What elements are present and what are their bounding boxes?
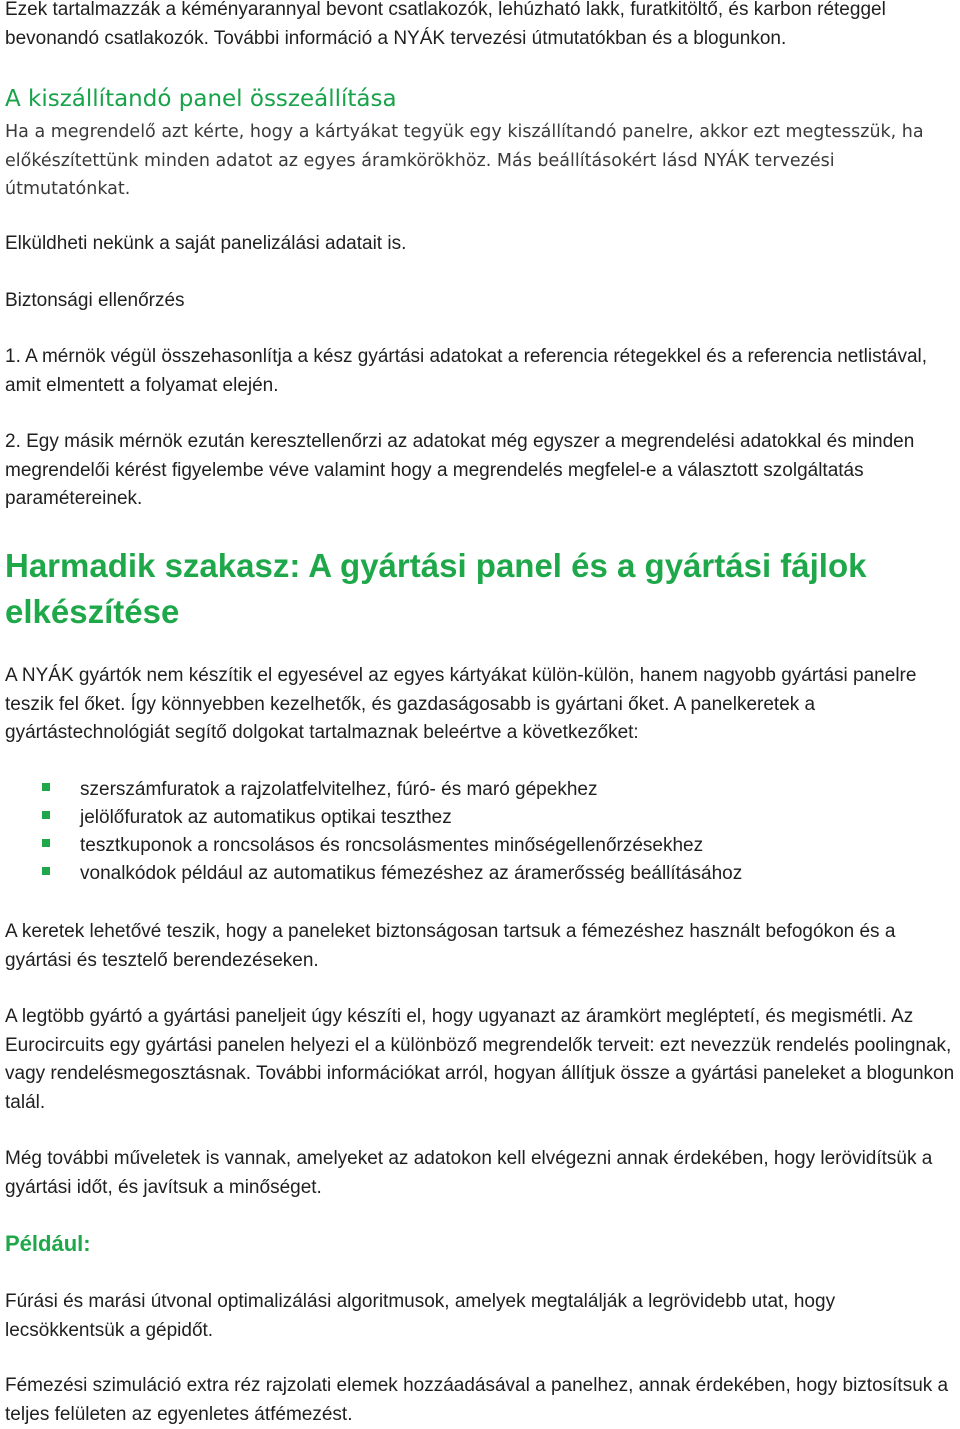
- list-item: [0, 804, 742, 832]
- panel-section-paragraph: Ha a megrendelő azt kérte, hogy a kártyákat tegyük egy kiszállítandó panelre, akkor ezt megtesszük, ha előkészítettünk minden adatot az egyes áramkörökhöz. Más beállításokért lásd NYÁK tervezési útmutatónkat.: [5, 122, 924, 199]
- pooling-paragraph: A legtöbb gyártó a gyártási paneljeit úgy készíti el, hogy ugyanazt az áramkört megléptetí, és megismétli. Az Eurocircuits egy gyártási panelen helyezi el a különböző megrendelők terveit: ezt nevezzük rendelés poolingnak, vagy rendelésmegosztásnak. További információkat arról, hogyan állítjuk össze a gyártási paneleket a blogunkon talál.: [5, 1006, 955, 1113]
- examples-heading: Például:: [5, 1231, 91, 1256]
- safety-step-1: 1. A mérnök végül összehasonlítja a kész gyártási adatokat a referencia rétegekkel és a referencia netlistával, amit elmentett a folyamat elején.: [5, 346, 928, 396]
- green-square-bullet-icon: [42, 839, 50, 847]
- list-item: [0, 860, 742, 888]
- green-square-bullet-icon: [42, 811, 50, 819]
- stage3-heading: Harmadik szakasz: A gyártási panel és a gyártási fájlok elkészítése: [5, 547, 867, 630]
- frames-paragraph: A keretek lehetővé teszik, hogy a paneleket biztonságosan tartsuk a fémezéshez használt befogókon és a gyártási és tesztelő berendezéseken.: [5, 921, 896, 971]
- intro-paragraph: Ezek tartalmazzák a kéményarannyal bevont csatlakozók, lehúzható lakk, furatkitöltő, és karbon réteggel bevonandó csatlakozók. További információ a NYÁK tervezési útmutatókban és a blogunkon.: [5, 0, 886, 49]
- green-square-bullet-icon: [42, 783, 50, 791]
- list-item: [0, 832, 742, 860]
- list-item: [0, 776, 742, 804]
- list-item-text: vonalkódok például az automatikus fémezéshez az áramerősség beállításához: [80, 863, 743, 884]
- safety-step-2: 2. Egy másik mérnök ezután keresztellenőrzi az adatokat még egyszer a megrendelési adatokkal és minden megrendelői kérést figyelembe véve valamint hogy a megrendelés megfelel-e a választott szolgáltatás paramétereinek.: [5, 431, 915, 509]
- example-plating-paragraph: Fémezési szimuláció extra réz rajzolati elemek hozzáadásával a panelhez, annak érdekében, hogy biztosítsuk a teljes felületen az egyenletes átfémezést.: [5, 1375, 949, 1425]
- more-operations-paragraph: Még további műveletek is vannak, amelyeket az adatokon kell elvégezni annak érdekében, hogy lerövidítsük a gyártási időt, és javítsuk a minőséget.: [5, 1148, 933, 1198]
- list-item-text: tesztkuponok a roncsolásos és roncsolásmentes minőségellenőrzésekhez: [80, 835, 704, 856]
- list-item-text: szerszámfuratok a rajzolatfelvitelhez, fúró- és maró gépekhez: [80, 779, 598, 800]
- safety-check-heading: Biztonsági ellenőrzés: [5, 290, 185, 311]
- stage3-intro: A NYÁK gyártók nem készítik el egyesével az egyes kártyákat külön-külön, hanem nagyobb gyártási panelre teszik fel őket. Így könnyebben kezelhetők, és gazdaságosabb is gyártani őket. A panelkeretek a gyártástechnológiát segítő dolgokat tartalmaznak beleértve a következőket:: [5, 665, 917, 743]
- panel-section-heading: A kiszállítandó panel összeállítása: [5, 86, 397, 112]
- example-drilling-paragraph: Fúrási és marási útvonal optimalizálási algoritmusok, amelyek megtalálják a legrövidebb utat, hogy lecsökkentsük a gépidőt.: [5, 1291, 836, 1341]
- green-square-bullet-icon: [42, 867, 50, 875]
- panel-frame-features-list: [0, 776, 742, 888]
- list-item-text: jelölőfuratok az automatikus optikai teszthez: [80, 807, 452, 828]
- send-panel-paragraph: Elküldheti nekünk a saját panelizálási adatait is.: [5, 233, 407, 254]
